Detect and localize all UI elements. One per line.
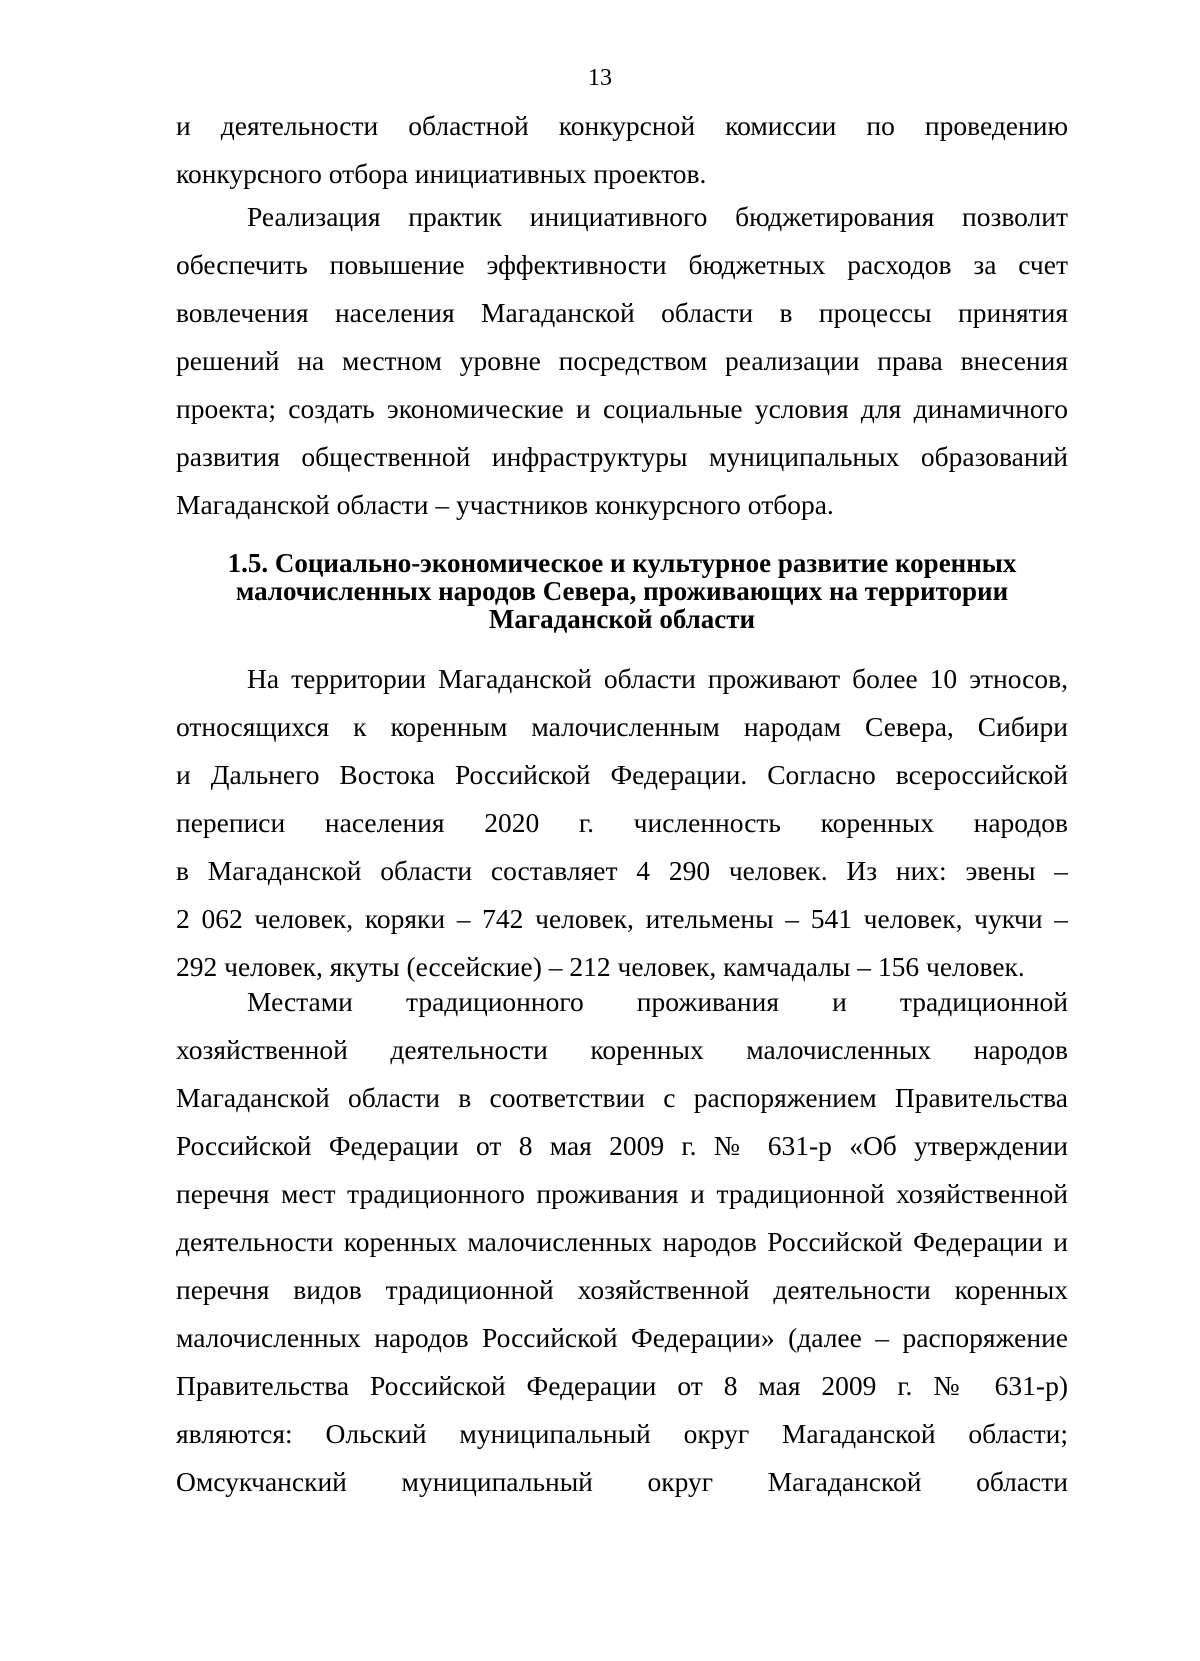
heading-line: 1.5. Социально-экономическое и культурное развитие коренных [227,548,1017,578]
paragraph-line: Реализация практик инициативного бюджетирования позволит [247,201,1068,232]
paragraph-line: и Дальнего Востока Российской Федерации. Согласно всероссийской [176,759,1068,790]
paragraph-line: Правительства Российской Федерации от 8 мая 2009 г. № 631-р) [176,1370,1068,1401]
paragraph-line: решений на местном уровне посредством реализации права внесения [176,345,1068,376]
paragraph-line: в Магаданской области составляет 4 290 человек. Из них: эвены – [176,855,1068,886]
paragraph-line: хозяйственной деятельности коренных малочисленных народов [176,1034,1068,1065]
paragraph-line: являются: Ольский муниципальный округ Магаданской области; [176,1418,1068,1449]
paragraph-line: Магаданской области в соответствии с распоряжением Правительства [176,1082,1068,1113]
paragraph-line: 2 062 человек, коряки – 742 человек, ительмены – 541 человек, чукчи – [176,903,1068,934]
paragraph-line: Российской Федерации от 8 мая 2009 г. № 631-р «Об утверждении [176,1130,1068,1161]
paragraph-line: Местами традиционного проживания и традиционной [247,986,1068,1017]
heading-line: малочисленных народов Севера, проживающих на территории [235,576,1009,606]
paragraph-line: вовлечения населения Магаданской области в процессы принятия [176,297,1068,328]
paragraph-line: и деятельности областной конкурсной комиссии по проведению [176,110,1068,141]
paragraph-line: Магаданской области – участников конкурсного отбора. [176,489,834,520]
paragraph-line: обеспечить повышение эффективности бюджетных расходов за счет [176,249,1068,280]
paragraph-line: перечня видов традиционной хозяйственной деятельности коренных [176,1274,1068,1305]
paragraph-line: На территории Магаданской области проживают более 10 этносов, [247,663,1068,694]
paragraph-initiative-budgeting [176,193,1068,529]
paragraph-line: 292 человек, якуты (ессейские) – 212 человек, камчадалы – 156 человек. [176,951,1025,982]
paragraph-line: деятельности коренных малочисленных народов Российской Федерации и [176,1226,1068,1257]
heading-line: Магаданской области [488,604,756,634]
paragraph-continuation [176,102,1068,198]
paragraph-ethnic-groups [176,655,1068,991]
paragraph-line: переписи населения 2020 г. численность коренных народов [176,807,1068,838]
paragraph-line: Омсукчанский муниципальный округ Магаданской области [176,1466,1068,1497]
paragraph-line: малочисленных народов Российской Федерации» (далее – распоряжение [176,1322,1068,1353]
paragraph-line: относящихся к коренным малочисленным народам Севера, Сибири [176,711,1068,742]
paragraph-traditional-residence [176,978,1068,1506]
paragraph-line: перечня мест традиционного проживания и традиционной хозяйственной [176,1178,1068,1209]
page-number: 13 [588,65,612,91]
paragraph-line: проекта; создать экономические и социальные условия для динамичного [176,393,1068,424]
paragraph-line: развития общественной инфраструктуры муниципальных образований [176,441,1068,472]
section-heading [176,549,1068,633]
paragraph-line: конкурсного отбора инициативных проектов. [176,158,707,189]
